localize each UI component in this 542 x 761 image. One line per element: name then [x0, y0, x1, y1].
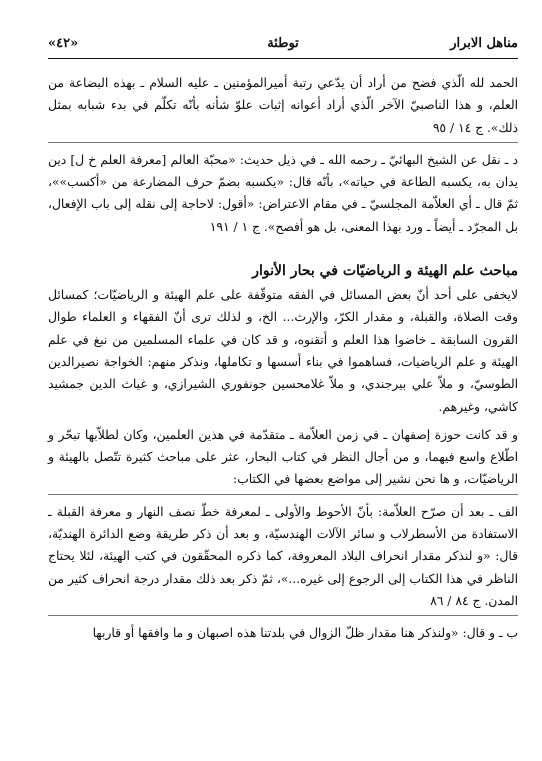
paragraph-divider: [48, 494, 518, 495]
running-section-title: توطئة: [267, 36, 299, 51]
paragraph: الف ـ بعد أن صرّح العلاّمة: بأنّ الأحوط والأولى ـ لمعرفة خطّ نصف النهار و معرفة القبلة ـ الاستفادة من الأسطرلاب و سائر الآلات الهندسيّة، و بعد أن ذكر طريقة وضع الدائرة الهنديّة، قال: «و لنذكر مقدار انحراف البلاد المعروفة، كما ذكره المحقّقون في كتب الهيئة، لئلا يحتاج الناظر في هذا الكتاب إلى الرجوع إلى غيره...»، ثمّ ذكر بعد ذلك مقدار درجة انحراف كثير من المدن. ج ٨٤ / ٨٦: [48, 504, 518, 608]
paragraph: و قد كانت حوزة إصفهان ـ في زمن العلاّمة ـ متقدّمة في هذين العلمين، وكان لطلاّبها تبحّر و اطّلاع واسع فيهما، و من أجال النظر في كتاب البحار، عثر على مباحث كثيرة تتّصل بالهيئة و الرياضيّات، و ها نحن نشير إلى مواضع بعضها في الكتاب:: [48, 427, 518, 487]
running-book-title: مناهل الابرار: [450, 36, 518, 51]
page-header: [48, 30, 518, 59]
page-number: «٤٢»: [48, 36, 79, 51]
page-body: [48, 72, 518, 645]
paragraph: لايخفى على أحد أنّ بعض المسائل في الفقه متوقّفة على علم الهيئة و الرياضيّات؛ كمسائل وقت الصلاة، والقبلة، و مقدار الكرّ، والإرث... الخ، و لذلك ترى أنّ الفقهاء و العلماء طوال القرون السابقة ـ خاضوا هذا العلم و أتقنوه، و قد كان في علماء المسلمين من نبغ في علم الهيئة و علم الرياضيات، فساهموا في بناء أسسها و تكاملها، ونذكر منهم: الخواجة نصيرالدين الطوسيّ، و ملاّ علي بيرجندي، و ملاّ غلامحسين جونفوري الشيرازي، و غياث الدين جمشيد كاشي، وغيرهم.: [48, 288, 518, 414]
paragraph: الحمد لله الّذي فضح من أراد أن يدّعي رتبة أميرالمؤمنين ـ عليه السلام ـ بهذه البضاعة من العلم، و هذا الناصبيّ الآخر الّذي أراد أعوانه إثبات علوّ شأنه بأنّه تكلّم في بدء شبابه بمثل ذلك». ج ١٤ / ٩٥: [48, 76, 518, 135]
paragraph: د ـ نقل عن الشيخ البهائيّ ـ رحمه الله ـ في ذيل حديث: «محبّة العالم [معرفة العلم خ ل] دين يدان به، يكسبه الطاعة في حياته»، بأنّه قال: «يكسبه بضمّ حرف المضارعة من «أكسب»»، ثمّ قال ـ أي العلاّمة المجلسيّ ـ في مقام الاعتراض: «أقول: لاحاجة إلى نقله إلى باب الإفعال، بل المجرّد ـ أيضاً ـ ورد بهذا المعنى، بل هو أفصح». ج ١ / ١٩١: [48, 152, 518, 234]
paragraph: ب ـ و قال: «ولنذكر هنا مقدار ظلّ الزوال في بلدتنا هذه اصبهان و ما وافقها أو قاربها: [92, 626, 518, 641]
section-heading: مباحث علم الهيئة و الرياضيّات في بحار الأنوار: [252, 263, 518, 280]
paragraph-divider: [48, 615, 518, 616]
paragraph-divider: [48, 142, 518, 143]
